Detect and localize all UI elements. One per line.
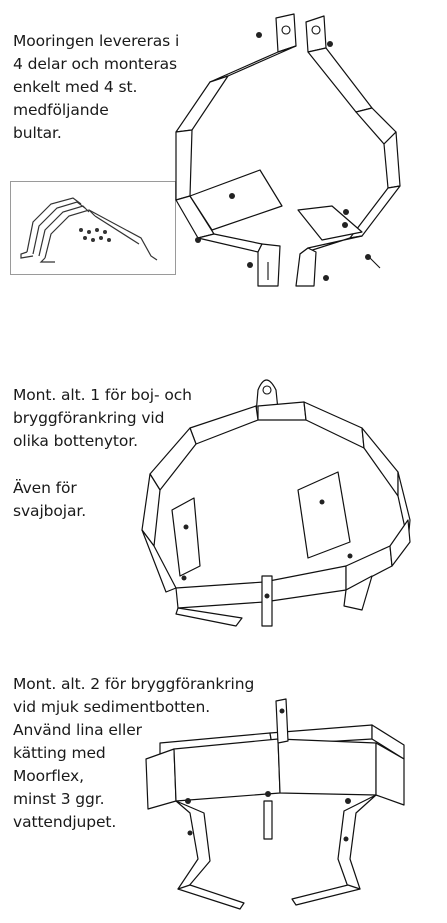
option-2-text: Mont. alt. 2 för bryggförankring vid mjuk sedimentbotten. Använd lina eller kätting med Moorflex, minst 3 ggr. vattendjupet.	[13, 675, 255, 831]
section-delivery	[0, 0, 447, 300]
delivery-text: Mooringen levereras i 4 delar och monteras enkelt med 4 st. medföljande bultar.	[13, 32, 180, 142]
option-2-drawing	[0, 663, 447, 923]
brackets-drawing	[0, 0, 447, 300]
option-1-text-2: Även för svajbojar.	[13, 479, 87, 520]
option-1-drawing	[0, 370, 447, 640]
option-1-text: Mont. alt. 1 för boj- och bryggförankring vid olika bottenytor.	[13, 386, 192, 450]
section-option-1	[0, 370, 447, 640]
section-option-2	[0, 663, 447, 923]
